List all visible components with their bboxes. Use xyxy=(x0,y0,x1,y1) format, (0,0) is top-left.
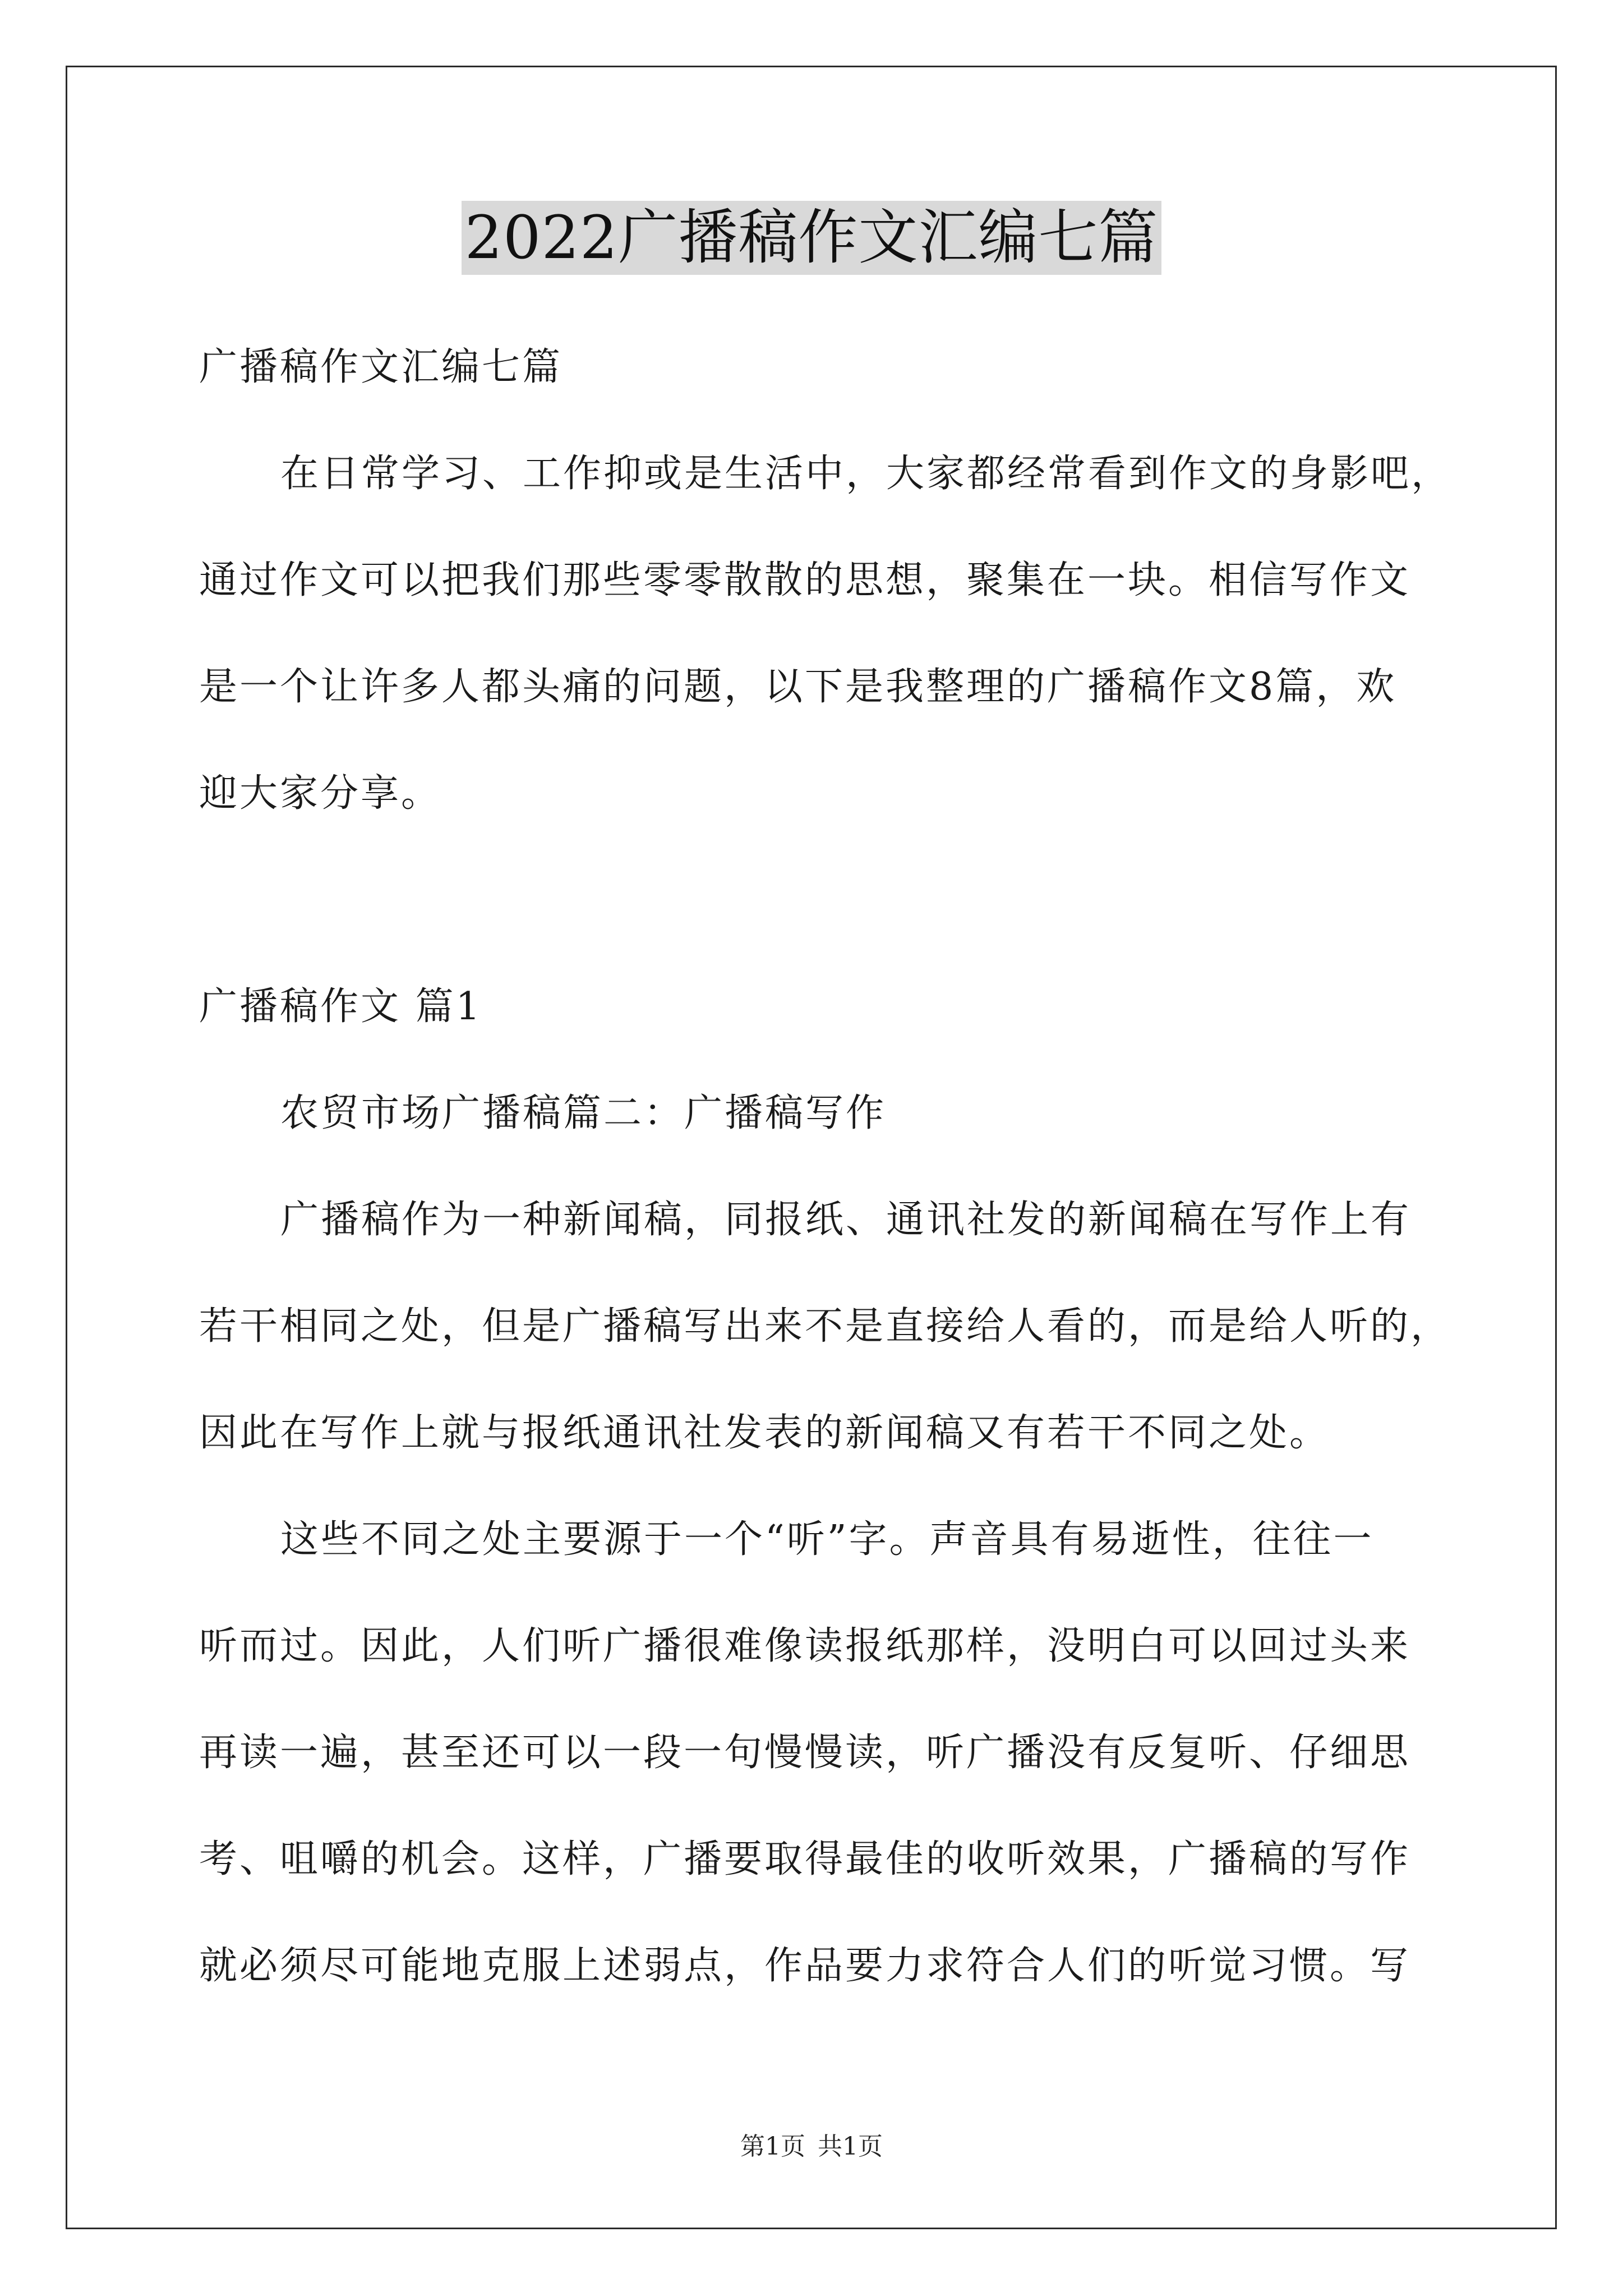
title-container xyxy=(0,201,1623,275)
page-total: 共1页 xyxy=(818,2132,883,2161)
text-line: 农贸市场广播稿篇二：广播稿写作 xyxy=(280,1091,887,1135)
document-body xyxy=(199,314,1452,2019)
text-line: 因此在写作上就与报纸通讯社发表的新闻稿又有若干不同之处。 xyxy=(199,1411,1330,1455)
page-number: 第1页 xyxy=(740,2132,805,2161)
text-line: 迎大家分享。 xyxy=(199,771,442,816)
text-line: 这些不同之处主要源于一个“听”字。声音具有易逝性，往往一 xyxy=(280,1517,1374,1562)
text-line: 考、咀嚼的机会。这样，广播要取得最佳的收听效果，广播稿的写作 xyxy=(199,1837,1411,1881)
text-line: 听而过。因此，人们听广播很难像读报纸那样，没明白可以回过头来 xyxy=(199,1624,1411,1668)
text-line: 在日常学习、工作抑或是生活中，大家都经常看到作文的身影吧， xyxy=(280,452,1452,496)
text-line: 广播稿作文 篇1 xyxy=(199,984,482,1029)
text-line: 就必须尽可能地克服上述弱点，作品要力求符合人们的听觉习惯。写 xyxy=(199,1944,1411,1988)
text-line: 广播稿作为一种新闻稿，同报纸、通讯社发的新闻稿在写作上有 xyxy=(280,1198,1412,1242)
text-line xyxy=(199,847,1427,954)
document-title: 2022广播稿作文汇编七篇 xyxy=(462,201,1162,275)
page-footer xyxy=(0,2126,1623,2162)
text-line: 是一个让许多人都头痛的问题，以下是我整理的广播稿作文8篇，欢 xyxy=(199,665,1397,709)
text-line: 通过作文可以把我们那些零零散散的思想，聚集在一块。相信写作文 xyxy=(199,558,1411,602)
text-line: 再读一遍，甚至还可以一段一句慢慢读，听广播没有反复听、仔细思 xyxy=(199,1731,1411,1775)
text-line: 广播稿作文汇编七篇 xyxy=(199,345,563,389)
text-line: 若干相同之处，但是广播稿写出来不是直接给人看的，而是给人听的， xyxy=(199,1304,1451,1349)
